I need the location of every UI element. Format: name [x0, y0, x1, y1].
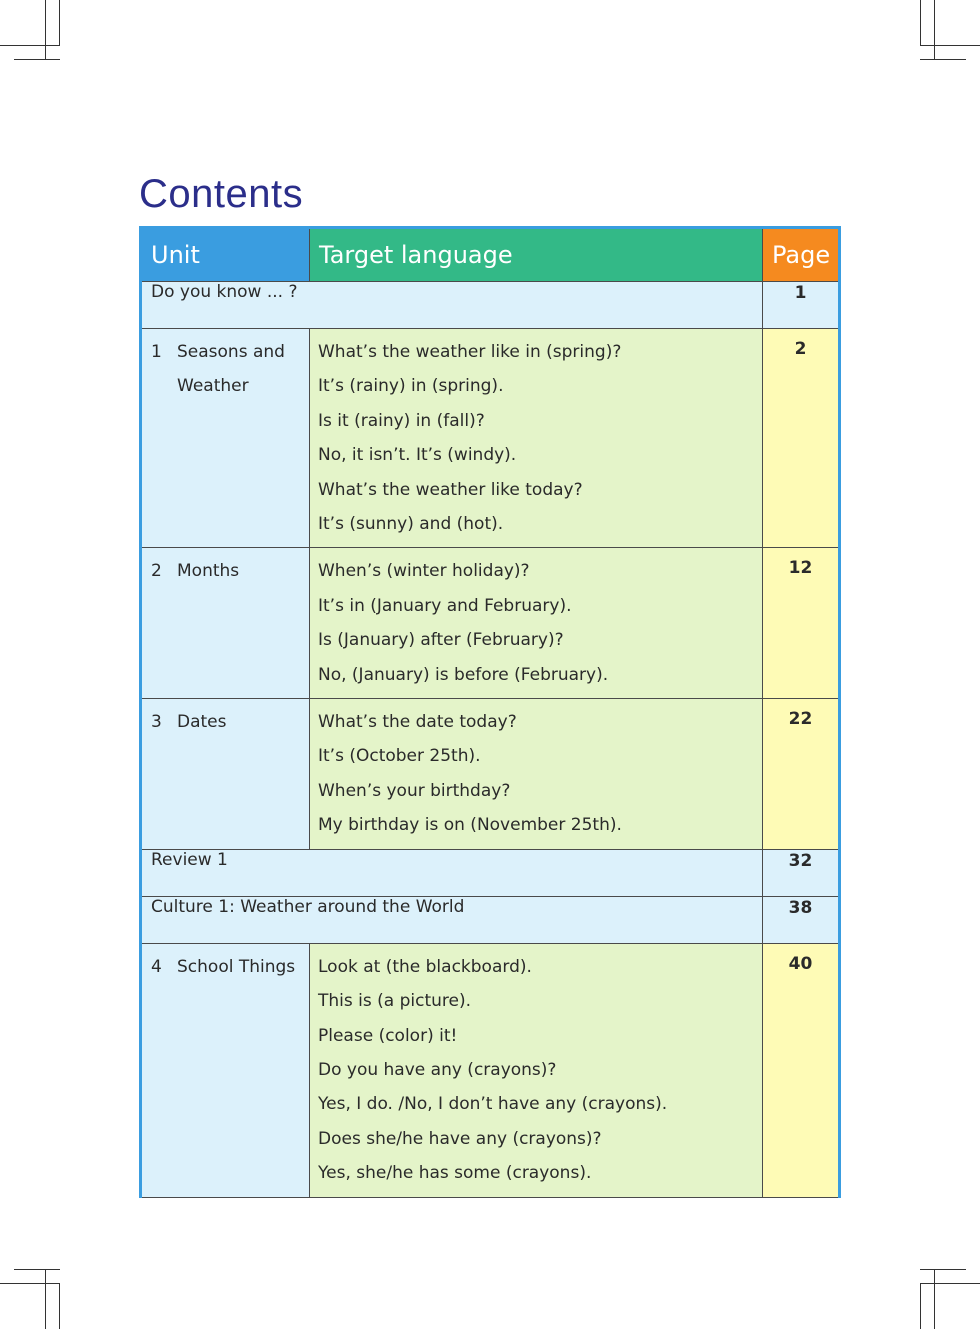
table-row-unit-1 [141, 329, 840, 548]
target-language-cell [310, 699, 763, 850]
culture-page: 38 [763, 896, 840, 943]
crop-mark [59, 1283, 60, 1329]
target-line: Does she/he have any (crayons)? [318, 1128, 602, 1149]
header-unit: Unit [141, 228, 310, 282]
unit-cell [141, 548, 310, 699]
unit-cell [141, 329, 310, 548]
unit-name: School Things [177, 956, 296, 977]
target-language-cell [310, 548, 763, 699]
target-line: My birthday is on (November 25th). [318, 815, 622, 836]
target-line: Look at (the blackboard). [318, 956, 532, 977]
target-line: No, it isn’t. It’s (windy). [318, 445, 517, 466]
unit-page: 12 [763, 548, 840, 699]
crop-mark [45, 0, 46, 60]
intro-page: 1 [763, 282, 840, 329]
table-row-unit-2 [141, 548, 840, 699]
crop-mark [920, 45, 980, 46]
contents-table [139, 226, 841, 1198]
crop-mark [920, 1283, 980, 1284]
target-line: This is (a picture). [318, 991, 471, 1012]
crop-mark [14, 1269, 60, 1270]
target-line: Is it (rainy) in (fall)? [318, 410, 485, 431]
crop-mark [14, 59, 60, 60]
target-line: What’s the date today? [318, 712, 517, 733]
page-title: Contents [139, 172, 304, 216]
unit-name: Seasons and Weather [177, 342, 285, 397]
target-line: Is (January) after (February)? [318, 630, 564, 651]
unit-page: 22 [763, 699, 840, 850]
unit-cell [141, 699, 310, 850]
header-target-language: Target language [310, 228, 763, 282]
crop-mark [934, 1269, 935, 1329]
table-row-unit-4 [141, 943, 840, 1197]
crop-mark [0, 1283, 60, 1284]
table-row-intro [141, 282, 840, 329]
target-line: When’s (winter holiday)? [318, 561, 530, 582]
target-language-cell [310, 329, 763, 548]
header-row [141, 228, 840, 282]
target-language-cell [310, 943, 763, 1197]
review-page: 32 [763, 849, 840, 896]
crop-mark [920, 1269, 966, 1270]
target-line: What’s the weather like today? [318, 479, 583, 500]
crop-mark [934, 0, 935, 60]
review-label: Review 1 [141, 849, 763, 896]
target-line: Yes, I do. /No, I don’t have any (crayons). [318, 1094, 668, 1115]
target-line: What’s the weather like in (spring)? [318, 342, 622, 362]
unit-name: Months [177, 561, 240, 582]
target-line: When’s your birthday? [318, 780, 511, 801]
target-line: Yes, she/he has some (crayons). [318, 1163, 592, 1184]
crop-mark [920, 1283, 921, 1329]
target-line: No, (January) is before (February). [318, 664, 609, 685]
target-line: It’s (sunny) and (hot). [318, 514, 504, 535]
unit-number: 4 [151, 956, 162, 977]
crop-mark [920, 0, 921, 46]
table-row-review [141, 849, 840, 896]
unit-name: Dates [177, 712, 227, 733]
crop-mark [59, 0, 60, 46]
intro-label: Do you know ... ? [141, 282, 763, 329]
header-page: Page [763, 228, 840, 282]
unit-number: 2 [151, 561, 162, 582]
unit-page: 40 [763, 943, 840, 1197]
culture-label: Culture 1: Weather around the World [141, 896, 763, 943]
crop-mark [45, 1269, 46, 1329]
crop-mark [0, 45, 60, 46]
unit-number: 3 [151, 712, 162, 733]
unit-number: 1 [151, 342, 162, 362]
target-line: It’s (rainy) in (spring). [318, 376, 504, 397]
target-line: It’s in (January and February). [318, 595, 572, 616]
target-line: Do you have any (crayons)? [318, 1059, 557, 1080]
unit-page: 2 [763, 329, 840, 548]
crop-mark [920, 59, 966, 60]
target-line: It’s (October 25th). [318, 746, 481, 767]
target-line: Please (color) it! [318, 1025, 458, 1046]
table-row-unit-3 [141, 699, 840, 850]
unit-cell [141, 943, 310, 1197]
table-row-culture [141, 896, 840, 943]
